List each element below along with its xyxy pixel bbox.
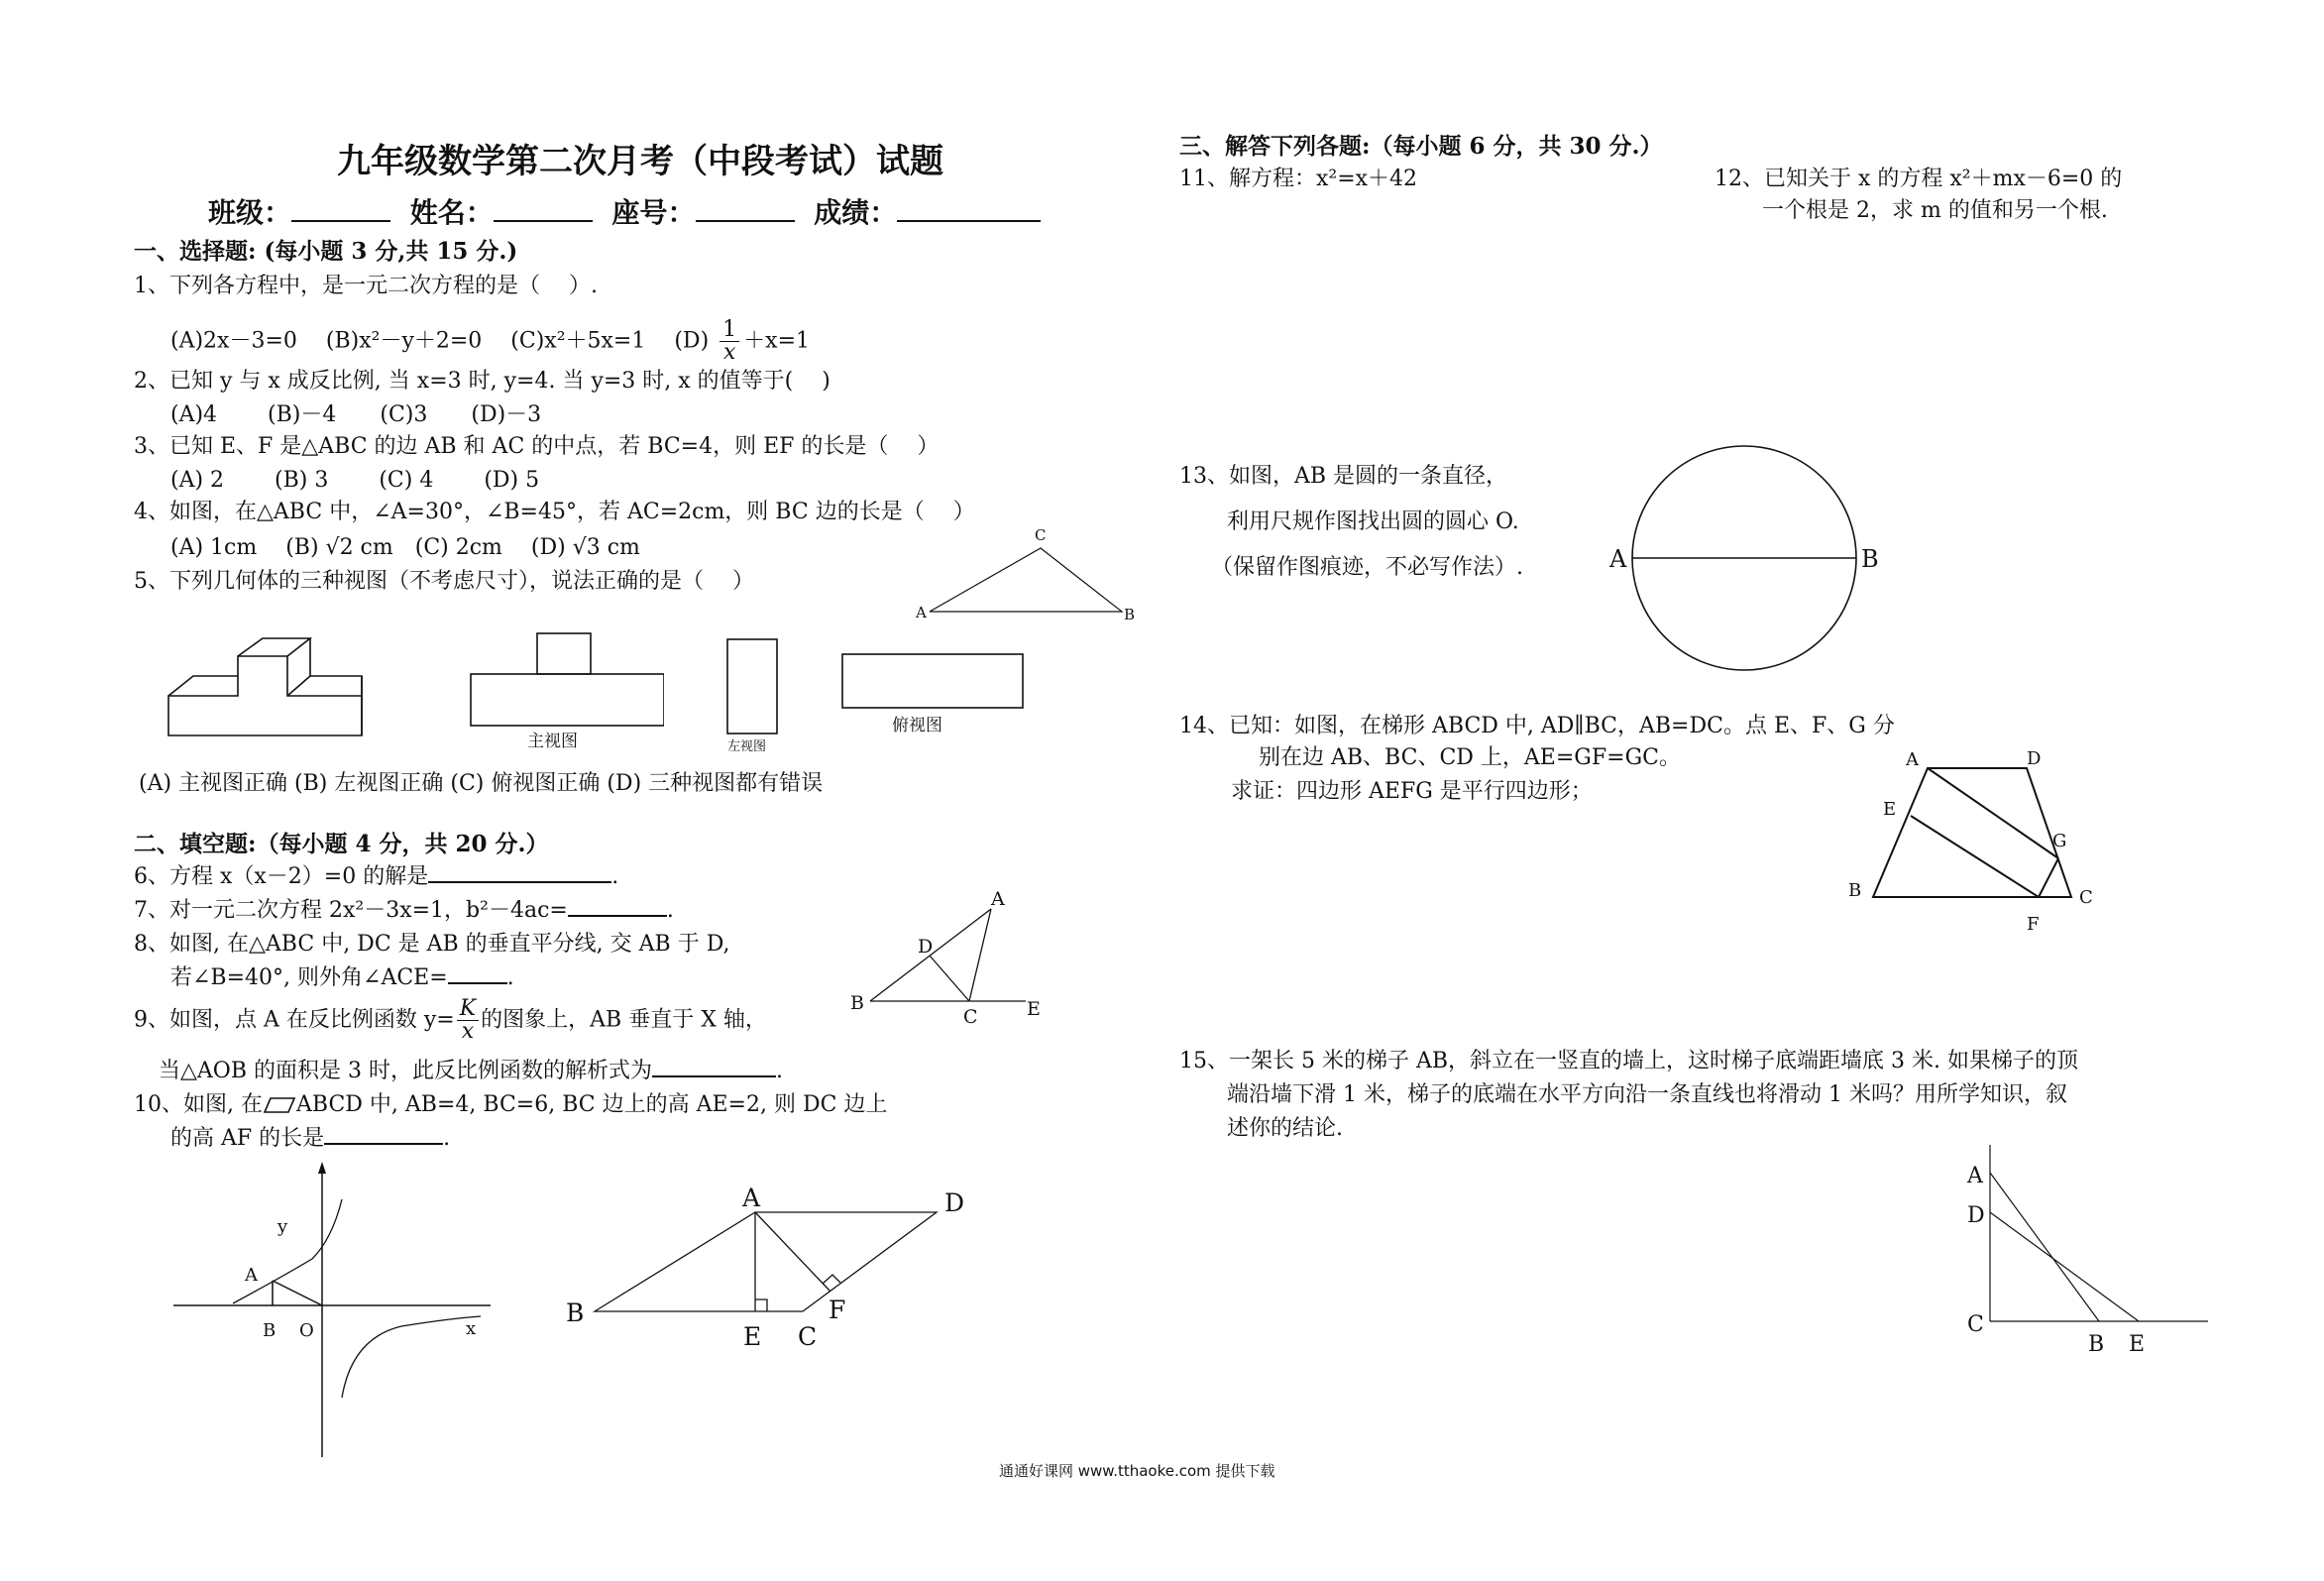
q15-label-e: E [2129,1332,2146,1357]
q10-figure [560,1180,976,1358]
q3-stem: 3、已知 E、F 是△ABC 的边 AB 和 AC 的中点，若 BC=4，则 EF 的长是（ ） [134,434,940,459]
q11-text: 11、解方程：x²=x＋42 [1179,167,1418,191]
q8-line1: 8、如图, 在△ABC 中, DC 是 AB 的垂直平分线, 交 AB 于 D, [134,932,730,957]
q13-line1: 13、如图，AB 是圆的一条直径， [1179,464,1508,489]
q4-label-c: C [1035,526,1047,544]
q9-stem: 9、如图，点 A 在反比例函数 y= [134,1007,455,1033]
q13-line2: 利用尺规作图找出圆的圆心 O. [1227,509,1519,534]
q9-label-o: O [299,1320,314,1341]
score-blank [897,220,1041,222]
class-label: 班级： [208,196,292,229]
q10-line1 [134,1092,887,1118]
q15-line2: 端沿墙下滑 1 米，梯子的底端在水平方向沿一条直线也将滑动 1 米吗？用所学知识，叙 [1227,1082,2067,1107]
q4-label-b: B [1124,606,1136,623]
parallelogram-icon [263,1096,296,1114]
q5-left-view [719,634,788,758]
q13-line3: （保留作图痕迹，不必写作法）. [1211,555,1523,580]
q9-stem-tail: 的图象上，AB 垂直于 X 轴， [481,1007,767,1033]
q4-stem: 4、如图，在△ABC 中，∠A=30°，∠B=45°，若 AC=2cm，则 BC 边的长是（ ） [134,500,975,524]
q14-label-b: B [1848,880,1862,901]
left-view-label: 左视图 [727,739,767,754]
section2-heading: 二、填空题:（每小题 4 分，共 20 分.） [134,831,549,857]
name-blank [494,220,593,222]
q9-figure [164,1160,520,1462]
q14-line1: 14、已知：如图，在梯形 ABCD 中, AD∥BC，AB=DC。点 E、F、G 分 [1179,714,1895,738]
q13-circle-figure [1601,441,1888,679]
q10-blank [324,1143,443,1145]
q10-label-b: B [566,1299,585,1327]
q5-options: (A) 主视图正确 (B) 左视图正确 (C) 俯视图正确 (D) 三种视图都有错误 [139,771,824,796]
q1-option-d-tail: ＋x=1 [743,328,810,354]
q1-options [170,319,810,364]
q4-label-a: A [916,604,927,621]
q9-label-b: B [263,1320,277,1341]
q8-figure [842,887,1051,1026]
q14-line3: 求证：四边形 AEFG 是平行四边形； [1231,779,1593,804]
q15-label-d: D [1967,1203,1985,1228]
q9-fraction [457,998,479,1043]
q1-frac-num: 1 [719,319,739,342]
q14-label-f: F [2027,914,2040,935]
q9-frac-num: K [457,998,479,1021]
q7-stem: 7、对一元二次方程 2x²－3x=1，b²－4ac= [134,898,568,923]
q1-stem: 1、下列各方程中，是一元二次方程的是（ ）. [134,274,598,298]
q8-blank [448,982,507,984]
seat-blank [696,220,795,222]
q9-stem-2: 当△AOB 的面积是 3 时，此反比例函数的解析式为 [159,1059,652,1083]
q15-label-c: C [1967,1312,1984,1337]
section1-heading: 一、选择题: (每小题 3 分,共 15 分.) [134,238,518,265]
q5-stem: 5、下列几何体的三种视图（不考虑尺寸），说法正确的是（ ） [134,569,754,594]
score-label: 成绩： [814,196,898,229]
q13-label-a: A [1609,545,1627,573]
q12-line1: 12、已知关于 x 的方程 x²＋mx－6=0 的 [1715,167,2123,191]
q9-line2: 当△AOB 的面积是 3 时，此反比例函数的解析式为 . [159,1059,783,1083]
q9-line1 [134,998,767,1043]
q3-options: (A) 2 (B) 3 (C) 4 (D) 5 [170,468,540,493]
page-title: 九年级数学第二次月考（中段考试）试题 [337,142,943,181]
q15-line1: 15、一架长 5 米的梯子 AB，斜立在一竖直的墙上，这时梯子底端距墙底 3 米. 如果梯子的顶 [1179,1049,2078,1073]
q9-blank [652,1075,776,1077]
q1-options-text: (A)2x－3=0 (B)x²－y＋2=0 (C)x²＋5x=1 (D) [170,328,710,354]
seat-label: 座号： [611,196,696,229]
q15-label-b: B [2088,1332,2105,1357]
q14-trapezoid-figure [1828,738,2126,937]
top-view-label: 俯视图 [892,716,942,735]
q9-label-x: x [466,1318,477,1339]
q9-label-a: A [245,1265,258,1286]
q10-label-e: E [743,1322,762,1351]
q10-line2: 的高 AF 的长是 . [170,1126,451,1151]
q6-blank [428,881,611,883]
q10-label-c: C [798,1322,818,1351]
q12-line2: 一个根是 2，求 m 的值和另一个根. [1762,198,2108,223]
name-label: 姓名： [409,196,494,229]
q4-options: (A) 1cm (B) √2 cm (C) 2cm (D) √3 cm [170,535,640,560]
q2-options: (A)4 (B)－4 (C)3 (D)－3 [170,402,542,427]
q7-text: 7、对一元二次方程 2x²－3x=1，b²－4ac= . [134,898,674,923]
q15-line3: 述你的结论. [1227,1116,1343,1141]
q14-label-d: D [2027,748,2042,769]
q4-triangle-figure [912,520,1150,629]
q13-label-b: B [1861,545,1879,573]
q6-stem: 6、方程 x（x－2）=0 的解是 [134,864,429,889]
q1-fraction [719,319,739,364]
q15-ladder-figure [1952,1135,2220,1358]
q10-stem-2: 的高 AF 的长是 [170,1126,325,1151]
q15-label-a: A [1967,1164,1983,1188]
q2-stem: 2、已知 y 与 x 成反比例, 当 x=3 时, y=4. 当 y=3 时, x 的值等于( ) [134,369,830,394]
front-view-label: 主视图 [527,732,578,751]
q9-label-y: y [277,1216,288,1237]
q10-label-f: F [829,1296,846,1324]
q8-label-b: B [850,992,864,1014]
q10-stem: 10、如图, 在 [134,1092,263,1117]
q14-label-c: C [2079,887,2093,908]
class-blank [291,220,390,222]
q10-label-d: D [944,1188,965,1217]
q6-text: 6、方程 x（x－2）=0 的解是 . [134,864,619,889]
q14-label-g: G [2052,831,2067,851]
q10-stem-tail: ABCD 中, AB=4, BC=6, BC 边上的高 AE=2, 则 DC 边上 [295,1092,888,1117]
q14-label-a: A [1906,749,1919,770]
q8-label-e: E [1027,998,1041,1020]
q5-front-view [466,629,664,753]
q8-stem: 若∠B=40°, 则外角∠ACE= [170,965,448,990]
q14-label-e: E [1883,799,1897,820]
q7-blank [568,915,667,917]
q8-label-c: C [963,1006,978,1026]
student-info-row [208,196,1041,230]
q1-frac-den: x [722,340,736,365]
q10-label-a: A [742,1184,761,1212]
page-footer: 通通好课网 www.tthaoke.com 提供下载 [999,1462,1275,1480]
q8-line2: 若∠B=40°, 则外角∠ACE= . [170,965,514,990]
q5-solid-figure [164,634,372,743]
q8-label-d: D [918,936,934,958]
q8-label-a: A [991,888,1005,910]
q5-top-view [837,649,1026,743]
q14-line2: 别在边 AB、BC、CD 上，AE=GF=GC。 [1259,745,1681,770]
section3-heading: 三、解答下列各题:（每小题 6 分，共 30 分.） [1179,133,1663,160]
q9-frac-den: x [461,1019,475,1044]
